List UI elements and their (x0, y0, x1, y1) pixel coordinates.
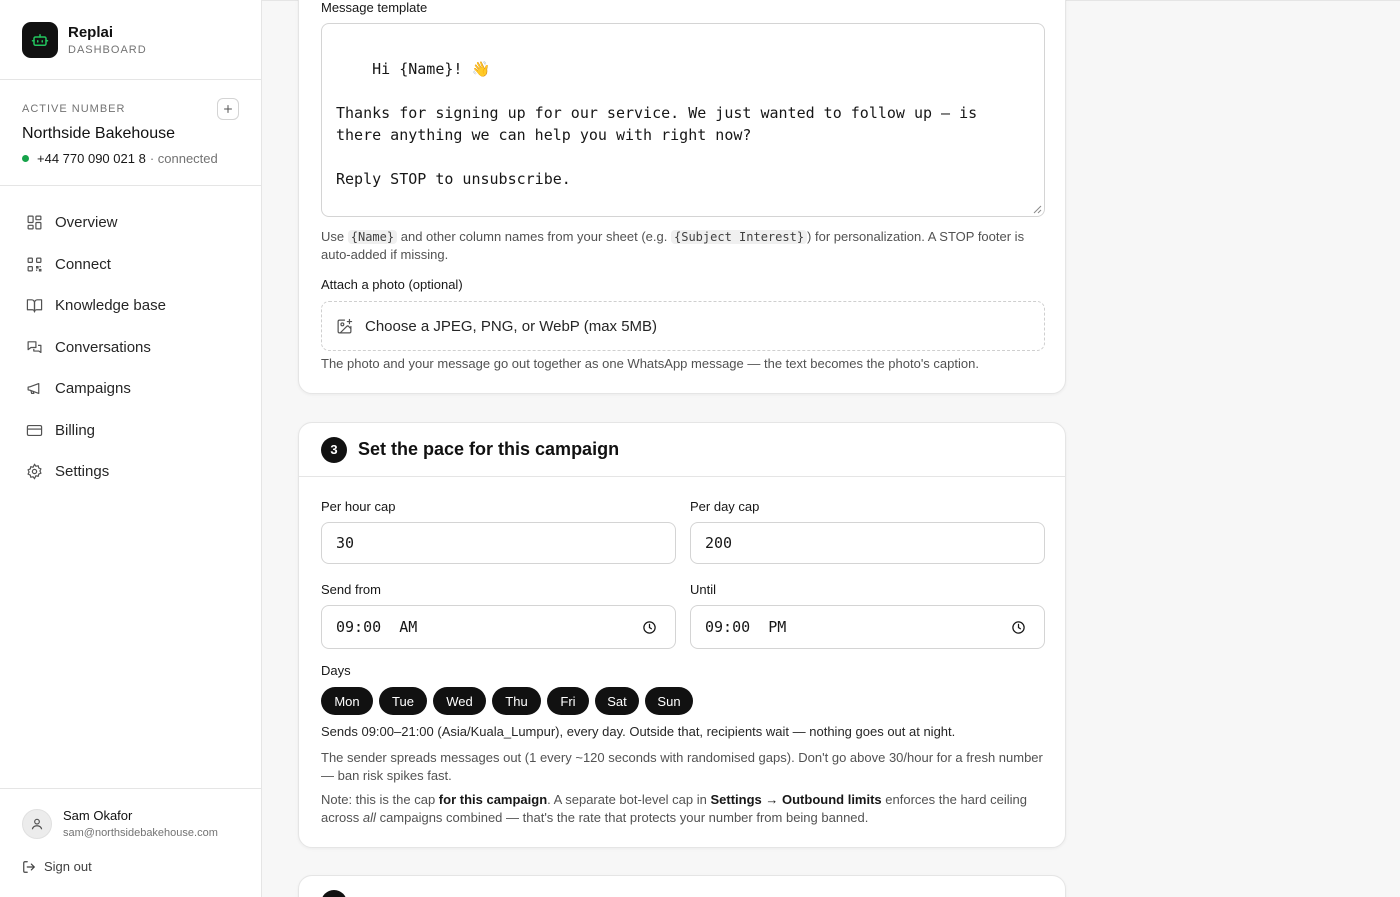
message-template-text: Hi {Name}! 👋 Thanks for signing up for our service. We just wanted to follow up — is there anything we can help you with right now? Reply STOP to unsubscribe. (336, 60, 978, 188)
robot-logo-icon (22, 22, 58, 58)
user-name: Sam Okafor (63, 808, 133, 823)
gear-icon (26, 463, 43, 480)
note-text: . A separate bot-level cap in (547, 792, 707, 807)
chat-icon (26, 339, 43, 356)
clock-icon[interactable] (642, 620, 657, 635)
sidebar-item-knowledge-base[interactable] (14, 285, 248, 327)
card-icon (26, 422, 43, 439)
note-emphasis: for this campaign (438, 792, 548, 807)
settings-outbound-limits-link[interactable]: Settings → Outbound limits (710, 792, 882, 807)
sidebar-item-campaigns[interactable] (14, 368, 248, 410)
per-hour-cap-value: 30 (336, 534, 355, 552)
send-from-value: 09:00 AM (336, 618, 418, 636)
sidebar-item-billing[interactable] (14, 410, 248, 452)
user-profile[interactable] (22, 808, 218, 840)
brand-subtitle: DASHBOARD (68, 43, 147, 56)
pace-card-title: Set the pace for this campaign (358, 439, 620, 459)
note-text: enforces the hard ceiling across (321, 792, 1027, 825)
days-selector (321, 687, 699, 715)
divider (0, 79, 262, 80)
cap-note (321, 791, 1045, 827)
connected-status-dot (22, 155, 29, 162)
sidebar (0, 0, 262, 897)
until-time-input[interactable] (690, 605, 1045, 649)
day-toggle-tue[interactable]: Tue (379, 687, 427, 715)
send-from-time-input[interactable] (321, 605, 676, 649)
divider (0, 185, 262, 186)
day-toggle-fri[interactable]: Fri (547, 687, 589, 715)
until-value: 09:00 PM (705, 618, 787, 636)
day-toggle-mon[interactable]: Mon (321, 687, 373, 715)
send-from-label: Send from (321, 582, 381, 597)
book-icon (26, 297, 43, 314)
sidebar-item-label: Campaigns (55, 380, 131, 398)
sidebar-item-conversations[interactable] (14, 327, 248, 369)
spread-help: The sender spreads messages out (1 every ~120 seconds with randomised gaps). Don't go above 30/hour for a fresh number — ban risk spikes fast. (321, 750, 1043, 783)
active-phone (22, 151, 218, 166)
grid-icon (26, 214, 43, 231)
sidebar-item-overview[interactable] (14, 202, 248, 244)
active-number-label: ACTIVE NUMBER (22, 103, 126, 115)
help-text: ) for personalization. A STOP footer is auto-added if missing. (321, 229, 1025, 262)
plus-icon (222, 103, 234, 115)
code-subject-interest: {Subject Interest} (671, 230, 807, 244)
sidebar-item-label: Settings (55, 463, 110, 481)
day-toggle-sun[interactable]: Sun (645, 687, 693, 715)
help-text: Use (321, 229, 345, 244)
pace-card (298, 422, 1066, 848)
sidebar-item-settings[interactable] (14, 451, 248, 493)
brand[interactable] (22, 22, 147, 58)
photo-upload-dropzone[interactable] (321, 301, 1045, 351)
message-template-label: Message template (321, 0, 428, 15)
per-day-cap-input[interactable] (690, 522, 1045, 564)
until-label: Until (690, 582, 717, 597)
message-template-textarea[interactable] (321, 23, 1045, 217)
per-hour-cap-label: Per hour cap (321, 499, 396, 514)
step-number-badge (321, 890, 347, 897)
template-help (321, 228, 1045, 264)
connection-status: · connected (149, 151, 218, 166)
next-step-card (298, 875, 1066, 897)
user-icon (30, 817, 44, 831)
note-italic: all (362, 810, 376, 825)
sidebar-item-connect[interactable] (14, 244, 248, 286)
day-toggle-thu[interactable]: Thu (492, 687, 541, 715)
sidebar-nav (14, 202, 248, 493)
qr-icon (26, 256, 43, 273)
add-number-button[interactable] (217, 98, 239, 120)
per-day-cap-label: Per day cap (690, 499, 760, 514)
schedule-summary: Sends 09:00–21:00 (Asia/Kuala_Lumpur), every day. Outside that, recipients wait — nothing goes out at night. (321, 724, 956, 739)
pace-card-header (299, 423, 1065, 477)
sidebar-item-label: Conversations (55, 338, 151, 356)
day-toggle-sat[interactable]: Sat (595, 687, 639, 715)
sidebar-item-label: Overview (55, 214, 118, 232)
divider (0, 788, 262, 789)
help-text: and other column names from your sheet (e.g. (400, 229, 668, 244)
megaphone-icon (26, 380, 43, 397)
step-number-badge: 3 (321, 437, 347, 463)
avatar (22, 809, 52, 839)
resize-handle-icon[interactable] (1032, 204, 1042, 214)
brand-name: Replai (68, 23, 114, 41)
photo-help: The photo and your message go out together as one WhatsApp message — the text becomes the photo's caption. (321, 356, 979, 371)
days-label: Days (321, 663, 351, 678)
per-day-cap-value: 200 (705, 534, 733, 552)
image-plus-icon (336, 318, 353, 335)
sidebar-item-label: Connect (55, 255, 111, 273)
sign-out-label: Sign out (44, 859, 92, 874)
phone-number: +44 770 090 021 8 (37, 151, 146, 166)
sidebar-item-label: Knowledge base (55, 297, 166, 315)
photo-upload-placeholder: Choose a JPEG, PNG, or WebP (max 5MB) (365, 317, 658, 335)
sign-out-button[interactable] (22, 859, 92, 874)
logout-icon (22, 860, 36, 874)
clock-icon[interactable] (1011, 620, 1026, 635)
attach-photo-label: Attach a photo (optional) (321, 277, 463, 292)
active-business-name: Northside Bakehouse (22, 125, 175, 142)
user-email: sam@northsidebakehouse.com (63, 827, 218, 839)
sidebar-item-label: Billing (55, 421, 96, 439)
code-name: {Name} (348, 230, 397, 244)
note-text: Note: this is the cap (321, 792, 436, 807)
note-text: campaigns combined — that's the rate that protects your number from being banned. (379, 810, 869, 825)
day-toggle-wed[interactable]: Wed (433, 687, 486, 715)
message-card (298, 0, 1066, 394)
per-hour-cap-input[interactable] (321, 522, 676, 564)
